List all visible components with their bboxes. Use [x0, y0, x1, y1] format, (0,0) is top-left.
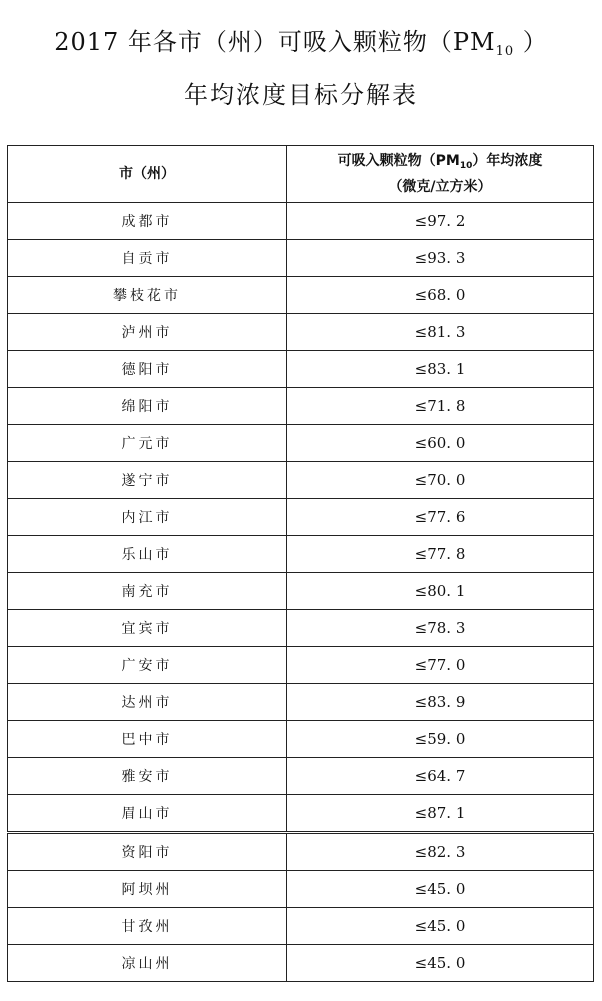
- document-title-line1: [0, 22, 602, 59]
- title-prefix: 2017 年各市（州）可吸入颗粒物（PM: [54, 28, 496, 56]
- concentration-cell: ≤82. 3: [287, 833, 594, 871]
- city-cell: 自贡市: [8, 240, 287, 277]
- concentration-cell: ≤87. 1: [287, 795, 594, 833]
- table-body: [8, 203, 594, 982]
- document-title-line2: 年均浓度目标分解表: [184, 81, 418, 109]
- city-cell: 广安市: [8, 647, 287, 684]
- table-header-row: [8, 146, 594, 203]
- city-cell: 宜宾市: [8, 610, 287, 647]
- table-row: [8, 499, 594, 536]
- concentration-cell: ≤71. 8: [287, 388, 594, 425]
- header-concentration-prefix: 可吸入颗粒物（PM: [337, 152, 460, 169]
- table-row: [8, 536, 594, 573]
- concentration-cell: ≤64. 7: [287, 758, 594, 795]
- concentration-cell: ≤77. 0: [287, 647, 594, 684]
- table-row: [8, 721, 594, 758]
- concentration-cell: ≤45. 0: [287, 871, 594, 908]
- city-cell: 达州市: [8, 684, 287, 721]
- city-cell: 广元市: [8, 425, 287, 462]
- city-cell: 成都市: [8, 203, 287, 240]
- title-subscript: 10: [495, 44, 515, 59]
- concentration-cell: ≤93. 3: [287, 240, 594, 277]
- concentration-cell: ≤45. 0: [287, 945, 594, 982]
- city-cell: 攀枝花市: [8, 277, 287, 314]
- city-cell: 德阳市: [8, 351, 287, 388]
- table-row: [8, 462, 594, 499]
- concentration-cell: ≤97. 2: [287, 203, 594, 240]
- table-row: [8, 908, 594, 945]
- header-concentration-suffix: ）年均浓度: [472, 152, 543, 169]
- table-row: [8, 833, 594, 871]
- table-row: [8, 610, 594, 647]
- concentration-cell: ≤81. 3: [287, 314, 594, 351]
- table-row: [8, 277, 594, 314]
- concentration-cell: ≤83. 9: [287, 684, 594, 721]
- concentration-cell: ≤68. 0: [287, 277, 594, 314]
- city-cell: 内江市: [8, 499, 287, 536]
- city-cell: 巴中市: [8, 721, 287, 758]
- table-row: [8, 945, 594, 982]
- table-row: [8, 795, 594, 833]
- concentration-cell: ≤77. 8: [287, 536, 594, 573]
- city-cell: 绵阳市: [8, 388, 287, 425]
- table-row: [8, 684, 594, 721]
- table-row: [8, 647, 594, 684]
- city-cell: 资阳市: [8, 833, 287, 871]
- table-row: [8, 388, 594, 425]
- header-city: 市（州）: [8, 146, 287, 203]
- concentration-cell: ≤60. 0: [287, 425, 594, 462]
- title-suffix: ）: [514, 28, 548, 56]
- header-subscript: 10: [459, 160, 473, 171]
- city-cell: 乐山市: [8, 536, 287, 573]
- header-unit: （微克/立方米）: [388, 178, 492, 195]
- city-cell: 泸州市: [8, 314, 287, 351]
- concentration-cell: ≤78. 3: [287, 610, 594, 647]
- table-row: [8, 314, 594, 351]
- table-row: [8, 871, 594, 908]
- city-cell: 甘孜州: [8, 908, 287, 945]
- concentration-cell: ≤77. 6: [287, 499, 594, 536]
- city-cell: 遂宁市: [8, 462, 287, 499]
- concentration-cell: ≤80. 1: [287, 573, 594, 610]
- concentration-cell: ≤70. 0: [287, 462, 594, 499]
- table-row: [8, 573, 594, 610]
- concentration-cell: ≤83. 1: [287, 351, 594, 388]
- pm10-target-table: [7, 145, 594, 982]
- table-row: [8, 240, 594, 277]
- city-cell: 眉山市: [8, 795, 287, 833]
- city-cell: 雅安市: [8, 758, 287, 795]
- table-row: [8, 351, 594, 388]
- city-cell: 阿坝州: [8, 871, 287, 908]
- city-cell: 凉山州: [8, 945, 287, 982]
- city-cell: 南充市: [8, 573, 287, 610]
- concentration-cell: ≤45. 0: [287, 908, 594, 945]
- table-row: [8, 425, 594, 462]
- table-row: [8, 758, 594, 795]
- concentration-cell: ≤59. 0: [287, 721, 594, 758]
- header-concentration: [287, 146, 594, 203]
- table-row: [8, 203, 594, 240]
